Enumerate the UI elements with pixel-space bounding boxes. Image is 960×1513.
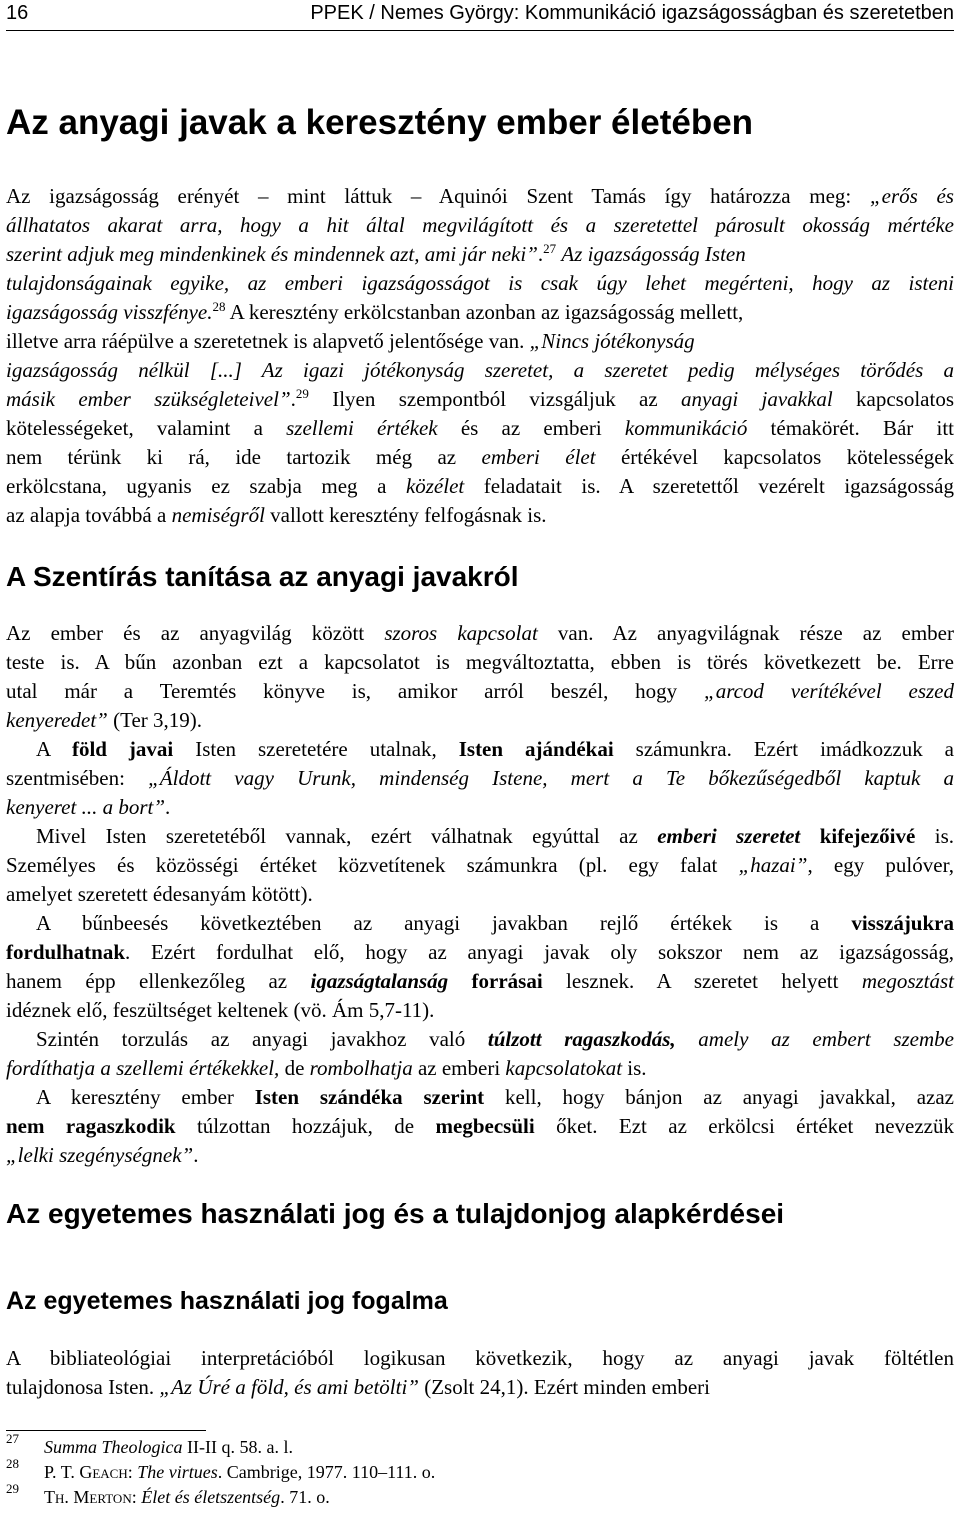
- footnote-ref-28[interactable]: 28: [212, 299, 226, 314]
- paragraph-torzulas: Szintén torzulás az anyagi javakhoz való túlzott ragaszkodás, amely az embert szembe fordíthatja a szellemi értékekkel, de rombolhatja az emberi kapcsolatokat is.: [6, 1027, 954, 1080]
- running-title: PPEK / Nemes György: Kommunikáció igazságosságban és szeretetben: [310, 2, 954, 24]
- footnote-27: 27 Summa Theologica II-II q. 58. a. l.: [6, 1431, 293, 1457]
- paragraph-intro: Az igazságosság erényét – mint láttuk – Aquinói Szent Tamás így határozza meg: „erős és állhatatos akarat arra, hogy a hit által megvilágított és a szeretettel párosult okosság mértéke szerint adjuk meg mindenkinek és mindennek azt, ami jár neki”.$^{27}$ Az igazságosság Isten tulajdonságainak egyike, az emberi igazságosságot is csak úgy lehet megérteni, hogy az isteni igazságosság visszfénye.$^{28}$ A keresztény erkölcstanban azonban az igazságosság mellett, illetve arra ráépülve a szeretetnek is alapvető jelentősége van. „Nincs jótékonyság igazságosság nélkül [...] Az igazi jótékonyság szeretet, a szeretet pedig mélységes törődés a másik ember szükségleteivel”.$^{29}$ Ilyen szempontból vizsgáljuk az anyagi javakkal kapcsolatos kötelességeket, valamint a szellemi értékek és az emberi kommunikáció témakörét. Bár itt nem térünk ki rá, ide tartozik még az emberi élet értékével kapcsolatos kötelességek erkölcstana, ugyanis ez szabja meg a közélet feladatait is. A szeretettől vezérelt igazságosság az alapja továbbá a nemiségről vallott keresztény felfogásnak is.: [6, 184, 955, 527]
- paragraph-ember-anyagvilag: Az ember és az anyagvilág között szoros kapcsolat van. Az anyagvilágnak része az ember teste is. A bűn azonban ezt a kapcsolatot is megváltoztatta, ebben is törés következett be. Erre utal már a Teremtés könyve is, amikor arról beszél, hogy „arcod verítékével eszed kenyeredet” (Ter 3,19).: [6, 621, 954, 732]
- paragraph-fold-javai: A föld javai Isten szeretetére utalnak, Isten ajándékai számunkra. Ezért imádkozzuk a szentmisében: „Áldott vagy Urunk, mindenség Istene, mert a Te bőkezűségedből kaptuk a kenyeret ... a bort”.: [6, 737, 954, 819]
- subsection-heading-fogalma: Az egyetemes használati jog fogalma: [6, 1287, 448, 1315]
- section-heading-egyetemes: Az egyetemes használati jog és a tulajdonjog alapkérdései: [6, 1198, 785, 1229]
- section-heading-szentiras: A Szentírás tanítása az anyagi javakról: [6, 561, 519, 592]
- footnote-29: 29 Th. Merton: Élet és életszentség. 71. o.: [6, 1481, 330, 1507]
- page-number: 16: [6, 2, 29, 24]
- chapter-heading: Az anyagi javak a keresztény ember életében: [6, 103, 754, 142]
- paragraph-bibliateologiai: A bibliateológiai interpretációból logikusan következik, hogy az anyagi javak föltétlen tulajdonosa Isten. „Az Úré a föld, és ami betölti” (Zsolt 24,1). Ezért minden emberi: [6, 1346, 954, 1399]
- footnote-separator: [6, 1430, 206, 1431]
- paragraph-bunbeeses: A bűnbeesés következtében az anyagi javakban rejlő értékek is a visszájukra fordulhatnak. Ezért fordulhat elő, hogy az anyagi javak oly sokszor nem az igazságosság, hanem épp ellenkezőleg az igazságtalanság forrásai lesznek. A szeretet helyett megosztást idéznek elő, feszültséget keltenek (vö. Ám 5,7-11).: [6, 911, 955, 1022]
- footnote-ref-27[interactable]: 27: [543, 241, 557, 256]
- page-header: [6, 0, 954, 31]
- footnotes: [6, 1431, 954, 1510]
- paragraph-isten-szandeka: A keresztény ember Isten szándéka szerint kell, hogy bánjon az anyagi javakkal, azaz nem ragaszkodik túlzottan hozzájuk, de megbecsüli őket. Ezt az erkölcsi értéket nevezzük „lelki szegénységnek”.: [6, 1085, 954, 1167]
- footnote-28: 28 P. T. Geach: The virtues. Cambrige, 1977. 110–111. o.: [6, 1456, 436, 1482]
- footnote-ref-29[interactable]: 29: [295, 386, 309, 401]
- quote-aquinas: „erős és: [869, 184, 954, 208]
- paragraph-emberi-szeretet: Mivel Isten szeretetéből vannak, ezért válhatnak egyúttal az emberi szeretet kifejezőivé is. Személyes és közösségi értéket közvetítenek számunkra (pl. egy falat „hazai”, egy pulóver, amelyet szeretett édesanyám kötött).: [6, 824, 955, 906]
